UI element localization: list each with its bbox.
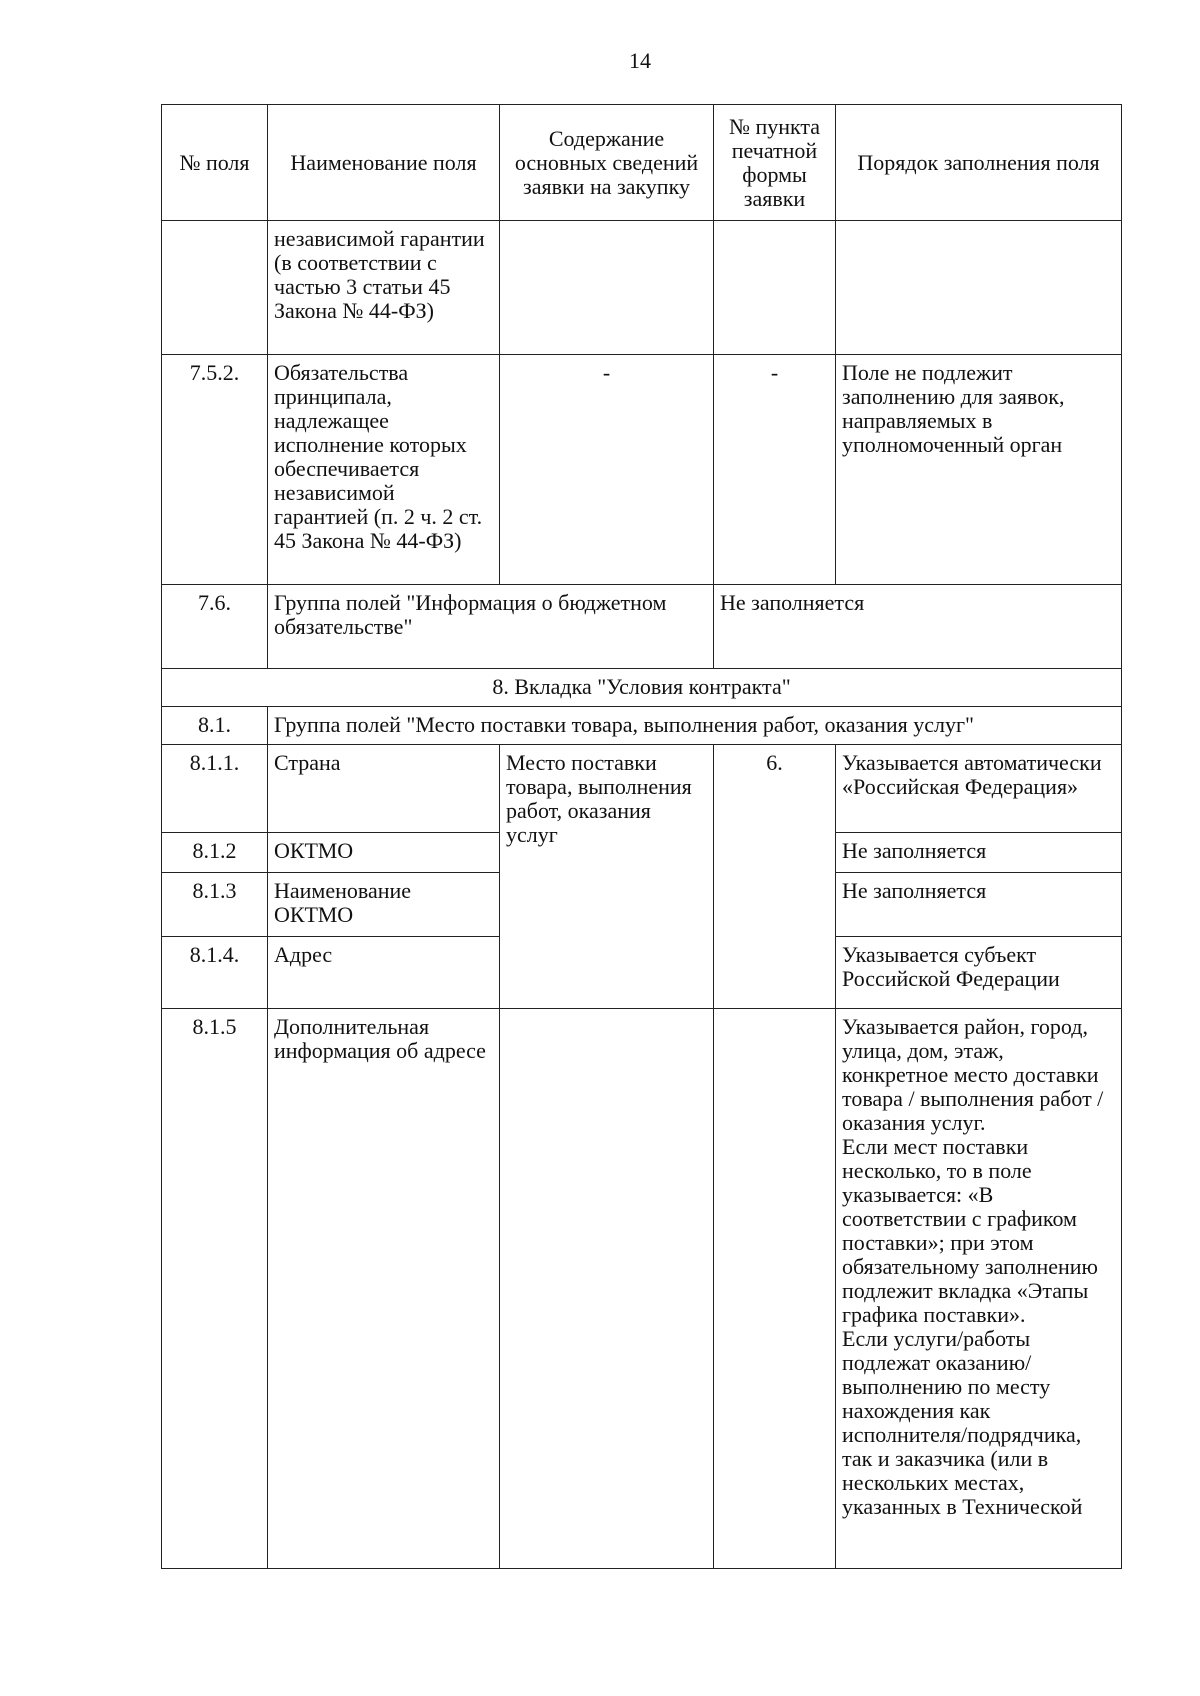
fields-table xyxy=(161,104,1122,1569)
fill-order-line: Указывается район, город, улица, дом, этаж, конкретное место доставки товара / выполнения работ / оказания услуг. xyxy=(842,1014,1104,1135)
field-name-cell: Группа полей "Место поставки товара, выполнения работ, оказания услуг" xyxy=(268,707,1122,745)
table-row xyxy=(162,585,1122,669)
field-name-cell: Страна xyxy=(268,745,500,833)
field-no-cell: 8.1.4. xyxy=(162,937,268,1009)
page-number: 14 xyxy=(629,48,651,73)
field-name-cell: Наименование ОКТМО xyxy=(268,873,500,937)
field-no-cell: 8.1. xyxy=(162,707,268,745)
header-field-no: № поля xyxy=(162,105,268,221)
header-row xyxy=(162,105,1122,221)
field-name-cell: Адрес xyxy=(268,937,500,1009)
header-print-item: № пункта печатной формы заявки xyxy=(714,105,836,221)
field-no-cell: 8.1.5 xyxy=(162,1009,268,1569)
section-row xyxy=(162,669,1122,707)
field-no-cell: 8.1.2 xyxy=(162,833,268,873)
print-item-cell: 6. xyxy=(714,745,836,1009)
section-title: 8. Вкладка "Условия контракта" xyxy=(162,669,1122,707)
content-cell: - xyxy=(500,355,714,585)
fill-order-cell xyxy=(836,221,1122,355)
field-no-cell: 8.1.3 xyxy=(162,873,268,937)
print-item-cell xyxy=(714,221,836,355)
table-row xyxy=(162,355,1122,585)
field-name-cell: ОКТМО xyxy=(268,833,500,873)
fill-order-cell: Поле не подлежит заполнению для заявок, направляемых в уполномоченный орган xyxy=(836,355,1122,585)
table-row xyxy=(162,707,1122,745)
fill-order-line: Если услуги/работы подлежат оказанию/выполнению по месту нахождения как исполнителя/подрядчика, так и заказчика (или в нескольких местах, указанных в Технической xyxy=(842,1326,1083,1519)
field-name-cell: Дополнительная информация об адресе xyxy=(268,1009,500,1569)
header-content: Содержание основных сведений заявки на закупку xyxy=(500,105,714,221)
field-no-cell: 7.6. xyxy=(162,585,268,669)
field-no-cell: 7.5.2. xyxy=(162,355,268,585)
fill-order-cell xyxy=(836,1009,1122,1569)
field-no-cell xyxy=(162,221,268,355)
fill-order-cell: Не заполняется xyxy=(836,833,1122,873)
fill-order-cell: Не заполняется xyxy=(836,873,1122,937)
print-item-cell xyxy=(714,1009,836,1569)
field-no-cell: 8.1.1. xyxy=(162,745,268,833)
content-cell xyxy=(500,1009,714,1569)
fill-order-cell: Не заполняется xyxy=(714,585,1122,669)
field-name-cell: Обязательства принципала, надлежащее исполнение которых обеспечивается независимой гарантией (п. 2 ч. 2 ст. 45 Закона № 44-ФЗ) xyxy=(268,355,500,585)
fill-order-cell: Указывается субъект Российской Федерации xyxy=(836,937,1122,1009)
fill-order-line: Если мест поставки несколько, то в поле указывается: «В соответствии с графиком поставки»; при этом обязательному заполнению подлежит вкладка «Этапы графика поставки». xyxy=(842,1134,1098,1327)
table-row xyxy=(162,221,1122,355)
header-field-name: Наименование поля xyxy=(268,105,500,221)
content-cell: Место поставки товара, выполнения работ, оказания услуг xyxy=(500,745,714,1009)
table-row xyxy=(162,745,1122,833)
field-name-cell: независимой гарантии (в соответствии с частью 3 статьи 45 Закона № 44-ФЗ) xyxy=(268,221,500,355)
table-row xyxy=(162,1009,1122,1569)
print-item-cell: - xyxy=(714,355,836,585)
field-name-cell: Группа полей "Информация о бюджетном обязательстве" xyxy=(268,585,714,669)
content-cell xyxy=(500,221,714,355)
fill-order-cell: Указывается автоматически «Российская Федерация» xyxy=(836,745,1122,833)
header-fill-order: Порядок заполнения поля xyxy=(836,105,1122,221)
